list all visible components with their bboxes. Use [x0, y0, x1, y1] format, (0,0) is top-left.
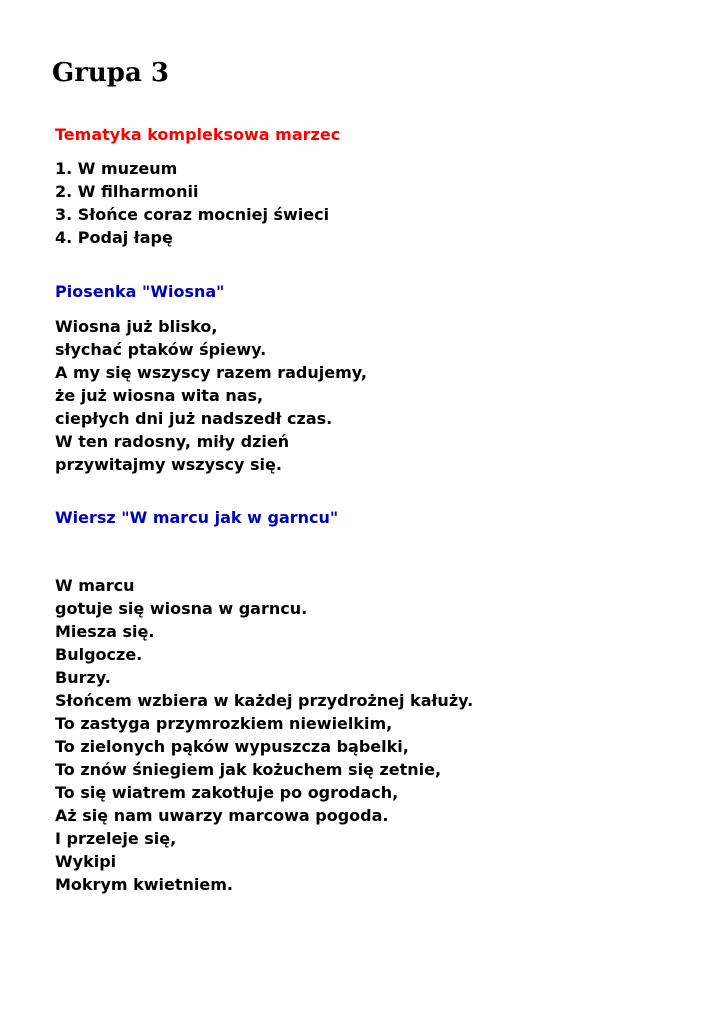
poem-line: To znów śniegiem jak kożuchem się zetnie,	[55, 760, 442, 779]
poem-line: Mokrym kwietniem.	[55, 875, 233, 894]
list-item: 1. W muzeum	[55, 159, 178, 178]
song-line: Wiosna już blisko,	[55, 317, 218, 336]
list-item: 4. Podaj łapę	[55, 228, 173, 247]
song-line: ciepłych dni już nadszedł czas.	[55, 409, 333, 428]
poem-line: I przeleje się,	[55, 829, 177, 848]
poem-line: Wykipi	[55, 852, 117, 871]
poem-line: Bulgocze.	[55, 645, 143, 664]
poem-line: Słońcem wzbiera w każdej przydrożnej kałuży.	[55, 691, 474, 710]
song-heading: Piosenka "Wiosna"	[55, 282, 225, 301]
poem-line: To się wiatrem zakotłuje po ogrodach,	[55, 783, 399, 802]
song-line: słychać ptaków śpiewy.	[55, 340, 267, 359]
poem-line: To zastyga przymrozkiem niewielkim,	[55, 714, 393, 733]
song-line: że już wiosna wita nas,	[55, 386, 264, 405]
song-line: A my się wszyscy razem radujemy,	[55, 363, 368, 382]
poem-line: To zielonych pąków wypuszcza bąbelki,	[55, 737, 409, 756]
poem-heading: Wiersz "W marcu jak w garncu"	[55, 508, 339, 527]
poem-line: Aż się nam uwarzy marcowa pogoda.	[55, 806, 389, 825]
list-item: 3. Słońce coraz mocniej świeci	[55, 205, 330, 224]
song-line: W ten radosny, miły dzień	[55, 432, 290, 451]
list-item: 2. W filharmonii	[55, 182, 199, 201]
poem-line: Burzy.	[55, 668, 111, 687]
theme-list	[55, 157, 329, 249]
song-lyrics	[55, 315, 367, 476]
song-line: przywitajmy wszyscy się.	[55, 455, 282, 474]
poem-line: gotuje się wiosna w garncu.	[55, 599, 308, 618]
poem-text	[55, 574, 473, 896]
poem-line: W marcu	[55, 576, 135, 595]
theme-heading: Tematyka kompleksowa marzec	[55, 125, 341, 144]
page-title: Grupa 3	[52, 58, 169, 88]
poem-line: Miesza się.	[55, 622, 155, 641]
